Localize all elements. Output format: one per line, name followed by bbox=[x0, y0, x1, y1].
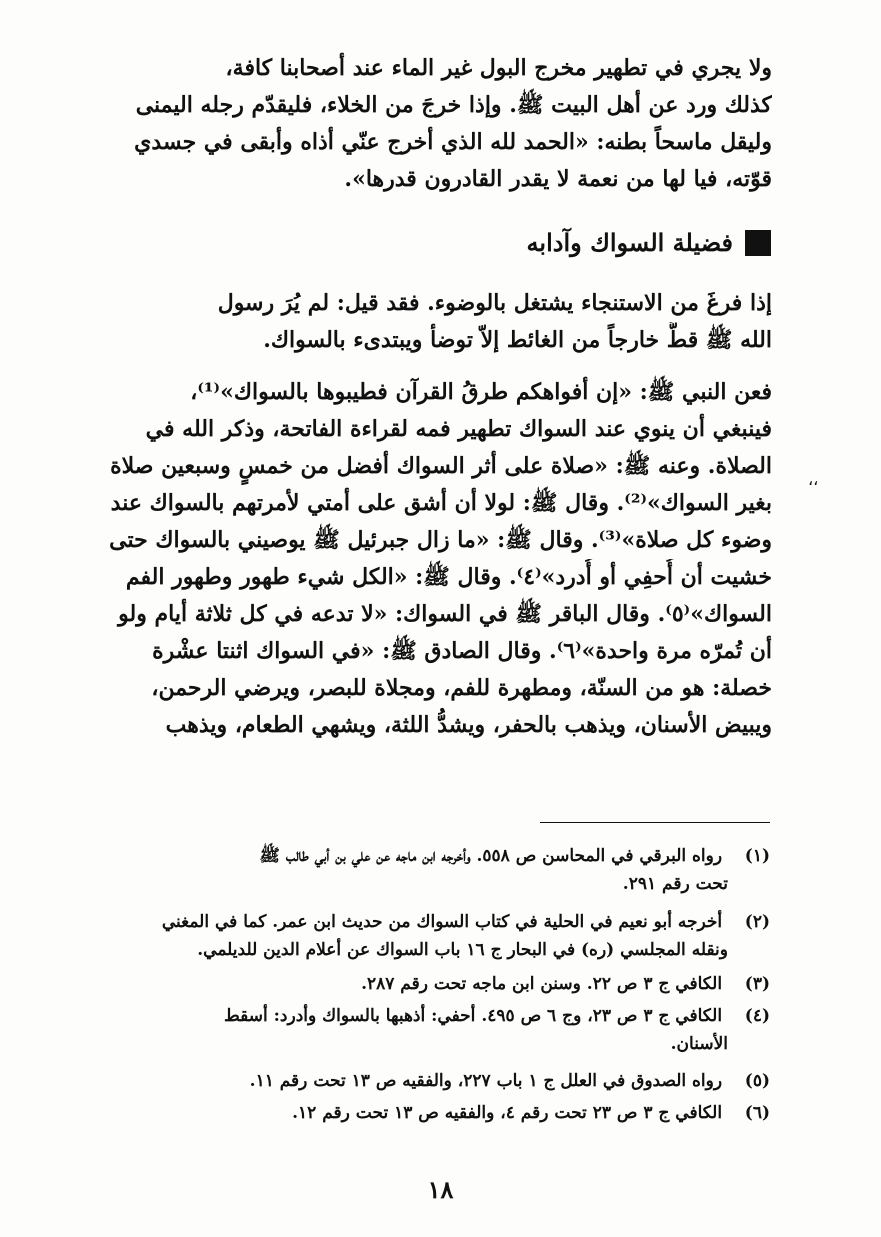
heading-square-bullet bbox=[745, 230, 771, 256]
footnote-number: (١) bbox=[744, 846, 770, 866]
text-line: فعن النبي ﷺ: «إن أفواهكم طرقُ القرآن فطيبوها بالسواك»⁽¹⁾، bbox=[190, 379, 772, 405]
text-line: أن تُمرّه مرة واحدة»⁽٦⁾. وقال الصادق ﷺ: «في السواك اثنتا عشْرة bbox=[152, 638, 772, 664]
footnote-text: ونقله المجلسي (ره) في البحار ج ١٦ باب السواك عن أعلام الدين للديلمي. bbox=[197, 940, 728, 960]
text-line: ولا يجري في تطهير مخرج البول غير الماء عند أصحابنا كافة، bbox=[225, 55, 772, 81]
text-line: قوّته، فيا لها من نعمة لا يقدر القادرون قدرها». bbox=[344, 166, 772, 192]
paragraph-siwak-hadiths bbox=[80, 374, 772, 744]
footnote-3 bbox=[80, 970, 770, 998]
footnote-4 bbox=[80, 1002, 770, 1058]
footnote-number: (٥) bbox=[744, 1071, 770, 1091]
footnote-6 bbox=[80, 1099, 770, 1127]
text-line: وليقل ماسحاً بطنه: «الحمد لله الذي أخرج عنّي أذاه وأبقى في جسدي bbox=[134, 129, 772, 155]
text-line: كذلك ورد عن أهل البيت ﷺ. وإذا خرجَ من الخلاء، فليقدّم رجله اليمنى bbox=[135, 92, 772, 118]
footnote-text: أخرجه أبو نعيم في الحلية في كتاب السواك من حديث ابن عمر. كما في المغني bbox=[161, 912, 723, 932]
text-line: السواك»⁽٥⁾. وقال الباقر ﷺ في السواك: «لا تدعه في كل ثلاثة أيام ولو bbox=[118, 601, 772, 627]
text-line: خشيت أن أُحفِي أو أُدرد»⁽٤⁾. وقال ﷺ: «الكل شيء طهور وطهور الفم bbox=[125, 564, 772, 590]
text-line: بغير السواك»⁽²⁾. وقال ﷺ: لولا أن أشق على أمتي لأمرتهم بالسواك عند bbox=[110, 490, 772, 516]
footnote-text: الكافي ج ٣ ص ٢٣ تحت رقم ٤، والفقيه ص ١٣ تحت رقم ١٢. bbox=[292, 1103, 723, 1123]
footnote-text: الكافي ج ٣ ص ٢٢. وسنن ابن ماجه تحت رقم ٢٨٧. bbox=[361, 974, 723, 994]
footnote-text: رواه البرقي في المحاسن ص ٥٥٨. وأخرجه ابن ماجه عن علي بن أبي طالب ﷺ bbox=[259, 846, 723, 866]
footnote-number: (٣) bbox=[744, 974, 770, 994]
text-line: وضوء كل صلاة»⁽³⁾. وقال ﷺ: «ما زال جبرئيل ﷺ يوصيني بالسواك حتى bbox=[109, 527, 772, 553]
footnote-5 bbox=[80, 1067, 770, 1095]
footnote-separator bbox=[540, 822, 770, 823]
text-line: الصلاة. وعنه ﷺ: «صلاة على أثر السواك أفضل من خمسٍ وسبعين صلاة bbox=[110, 453, 772, 479]
footnote-text: الكافي ج ٣ ص ٢٣، وج ٦ ص ٤٩٥. أحفي: أذهبها بالسواك وأدرد: أسقط bbox=[224, 1006, 723, 1026]
margin-mark: ،، bbox=[808, 470, 819, 489]
text-line: خصلة: هو من السنّة، ومطهرة للفم، ومجلاة للبصر، ويرضي الرحمن، bbox=[151, 675, 772, 701]
footnote-2 bbox=[80, 908, 770, 964]
footnote-text: رواه الصدوق في العلل ج ١ باب ٢٢٧، والفقيه ص ١٣ تحت رقم ١١. bbox=[249, 1071, 723, 1091]
footnote-text: الأسنان. bbox=[670, 1034, 728, 1054]
section-heading bbox=[527, 228, 771, 257]
paragraph-after-istinja bbox=[80, 285, 772, 359]
footnote-number: (٦) bbox=[744, 1103, 770, 1123]
text-line: إذا فرغَ من الاستنجاء يشتغل بالوضوء. فقد قيل: لم يُرَ رسول bbox=[217, 290, 772, 316]
heading-text: فضيلة السواك وآدابه bbox=[526, 228, 733, 257]
text-line: ويبيض الأسنان، ويذهب بالحفر، ويشدُّ اللثة، ويشهي الطعام، ويذهب bbox=[165, 712, 772, 738]
footnote-1 bbox=[80, 842, 770, 898]
paragraph-purification bbox=[80, 50, 772, 198]
text-line: الله ﷺ قطُّ خارجاً من الغائط إلاّ توضأ ويبتدىء بالسواك. bbox=[263, 327, 772, 353]
page-number: ١٨ bbox=[427, 1175, 454, 1204]
footnote-number: (٢) bbox=[744, 912, 770, 932]
text-line: فينبغي أن ينوي عند السواك تطهير فمه لقراءة الفاتحة، وذكر الله في bbox=[145, 416, 772, 442]
footnote-number: (٤) bbox=[744, 1006, 770, 1026]
footnote-text: تحت رقم ٢٩١. bbox=[622, 874, 728, 894]
